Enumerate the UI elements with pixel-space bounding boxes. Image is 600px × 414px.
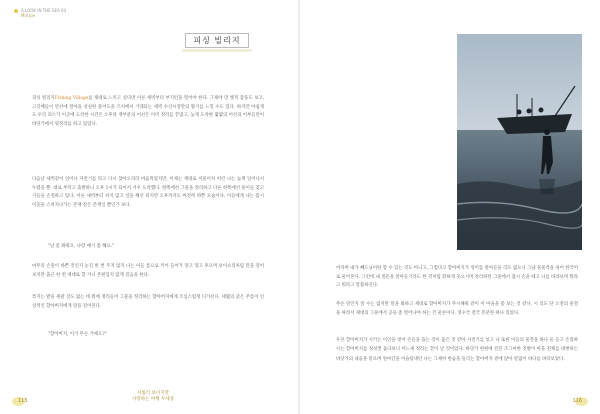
paragraph-2: 다음날 새벽같이 일어나 자전거를 타고 다시 찾아오리라 마음먹었지만, 이제는 재대로 저물어져 버린 나는 늦게 일어나서 누렸을 뿐. 대로 부러고 출발하니 오후 1시가 되어서 겨우 도착했다. 한쪽에선 그물을 정리하고 다른 한쪽에선 물어들 찾고기들을 손질하고 있다. 이른 새벽부터 쉬지 않고 일을 해선 터지만 오후까지도 여전히 바쁜 모습이다. 이들에게 나는 몸시 이웃을 스쳐지나가는 존재 같은 존재일 뿐인가 보다. xyxy=(32,177,264,208)
right-paragraph-2: 무슨 말인지 알 수는 없지만 말을 봐하고 제대로 할아버지가 무시해줘 같이 이 마을을 좀 보는 것 같다. 시 리도 단 오전의 물결을 따라서 제대의 그물에서 공을 좀 벗어나야 하는 건 물론이다. 영수국 결국 흥분한 하나 있었다. xyxy=(336,302,578,316)
quote-1: "날 좀 봐줘요, 나랑 얘기 좀 해요." xyxy=(48,244,115,249)
running-head-line2: Mill Joe xyxy=(21,13,36,18)
title-underline xyxy=(182,49,252,52)
footer-line2: 사랑하는 여행 두세상 xyxy=(132,396,174,402)
running-head-line1: A LOOK IN THE SEA 04 xyxy=(21,8,67,13)
right-paragraph-1: 어자며 내가 빼드닝어한 할 수 있는 것도 아니고, 그렇다고 할아버지가 영어를 알아들을 리도 없으니 그냥 물물작을 쉬어 한국어로 물어본다. 그런데 내 질문을 알아들기라도 한 것처럼 환하게 웃으시며 정리하던 그물에서 잡시 손을 떼고 나를 바라보며 뭐라고 뭐라고 말씀하신다. xyxy=(336,266,578,288)
right-paragraph-3: 우선 할아버지가 시키는 이인을 벗어 손들을 돕는 것이 옳은 것 같아 사진기를 넣고 나 또한 이들의 물결을 하나 둘 들고 손질하시는 할아버지를 정성껏 돕다보니 어느새 정리는 끝이 날 것이었다. 바닷가 한편에 걸린 조그마한 깃발이 마을 전체를 대변하는 xyxy=(336,338,578,352)
paragraph-3: 마무리 손질이 바쁜 것인지 눈길 한 번 주지 않지 나는 이들 틈으로 끼어 들어가 망고 망고 후으며 보이쇼리처럼 말을 걸어보지만 출근 한 번 제대로 할 겨니 본편입지 않게 걸음을 한다. xyxy=(32,264,264,278)
page-number-right: 116 xyxy=(572,398,582,404)
paragraph-4: 쪼지는 발을 세팔 것도 없는 데 뭐에 정리들어 그물을 정리하는 할아버지에게 조심스럽게 디가선다. 세월의 굵은 주름이 인상적인 할아버지에게 말을 걸어본다. xyxy=(32,295,264,309)
fishing-boat-photo xyxy=(457,34,582,250)
footer-book-title xyxy=(132,391,174,402)
quote-2: "할아버지, 이거 무슨 거예요?" xyxy=(48,332,107,337)
right-paragraph-4: 바닷가의 내음을 맡으며 얼마간을 어슬렁대던 나는 그제야 한숨을 돌리는 할아버지 곁에 앉아 말없이 바다를 바라보았다. xyxy=(336,357,565,362)
chapter-title: 피싱 빌리지 xyxy=(185,33,249,48)
paragraph-highlight: Fishing Village xyxy=(54,96,89,101)
footer-line1: 서툴러 보이지만 xyxy=(137,391,169,396)
bullet-icon xyxy=(14,9,18,13)
paragraph-lead: 피싱 빌리지 xyxy=(32,96,55,101)
running-head xyxy=(14,8,66,18)
paragraph-1 xyxy=(32,95,264,129)
photo-illustration xyxy=(457,34,582,250)
page-number-left: 115 xyxy=(18,398,28,404)
paragraph-rest: 를 제대로 느끼고 싶다면 이른 새벽부터 부지런을 떨어야 한다. 그제야 먼 옛적 잠을도 보고, 고깃배들이 만선에 깔아을 성실한 물어도을 즈치에서 거래되는 새벽 수산시장만의 활기를 느낄 수도 있다. 하지만 아침게도 우리 피스가 이곳에 도착한 시간은 오후라 재부분의 어선은 이미 정리를 끝냈고, 늦게 도착한 몇몇의 어선과 어부들만이 바닷가에서 뒷정리를 하고 있었다. xyxy=(32,96,264,127)
